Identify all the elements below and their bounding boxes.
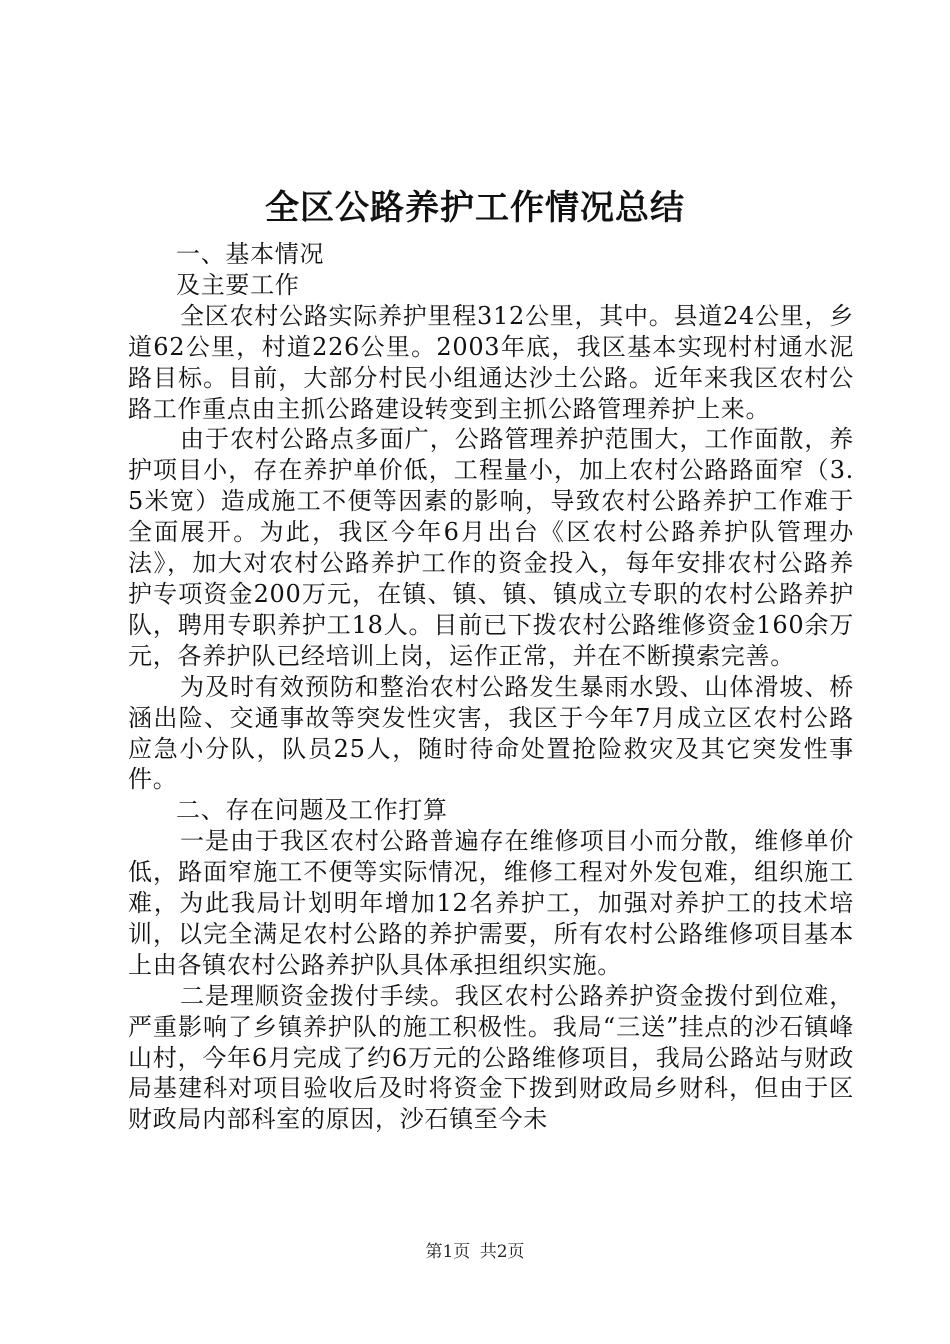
page-number: 第1页 [425,1242,471,1262]
document-title: 全区公路养护工作情况总结 [265,188,685,228]
paragraph-maintenance-team: 由于农村公路点多面广，公路管理养护范围大，工作面散，养护项目小，存在养护单价低，工程量小，加上农村公路路面窄（3.5米宽）造成施工不便等因素的影响，导致农村公路养护工作难于全面展开。为此，我区今年6月出台《区农村公路养护队管理办法》，加大对农村公路养护工作的资金投入，每年安排农村公路养护专项资金200万元，在镇、镇、镇、镇成立专职的农村公路养护队，聘用专职养护工18人。目前已下拨农村公路维修资金160余万元，各养护队已经培训上岗，运作正常，并在不断摸索完善。 [128,425,854,670]
paragraph-plan-one: 一是由于我区农村公路普遍存在维修项目小而分散，维修单价低，路面窄施工不便等实际情况，维修工程对外发包难，组织施工难，为此我局计划明年增加12名养护工，加强对养护工的技术培训，以完全满足农村公路的养护需要，所有农村公路维修项目基本上由各镇农村公路养护队具体承担组织实施。 [128,827,854,979]
section-heading-basic-cont: 及主要工作 [176,270,300,299]
paragraph-overview: 全区农村公路实际养护里程312公里，其中。县道24公里，乡道62公里，村道226公里。2003年底，我区基本实现村村通水泥路目标。目前，大部分村民小组通达沙土公路。近年来我区农村公路工作重点由主抓公路建设转变到主抓公路管理养护上来。 [128,301,854,423]
section-heading-problems: 二、存在问题及工作打算 [176,796,448,825]
paragraph-plan-two: 二是理顺资金拨付手续。我区农村公路养护资金拨付到位难，严重影响了乡镇养护队的施工积极性。我局“三送”挂点的沙石镇峰山村，今年6月完成了约6万元的公路维修项目，我局公路站与财政局基建科对项目验收后及时将资金下拨到财政局乡财科，但由于区财政局内部科室的原因，沙石镇至今未 [128,981,854,1134]
paragraph-emergency-team: 为及时有效预防和整治农村公路发生暴雨水毁、山体滑坡、桥涵出险、交通事故等突发性灾害，我区于今年7月成立区农村公路应急小分队，队员25人，随时待命处置抢险救灾及其它突发性事件。 [128,672,854,794]
page-footer [0,1241,950,1263]
section-heading-basic: 一、基本情况 [176,240,325,268]
document-body [128,239,854,1135]
page-total: 共2页 [479,1242,525,1262]
